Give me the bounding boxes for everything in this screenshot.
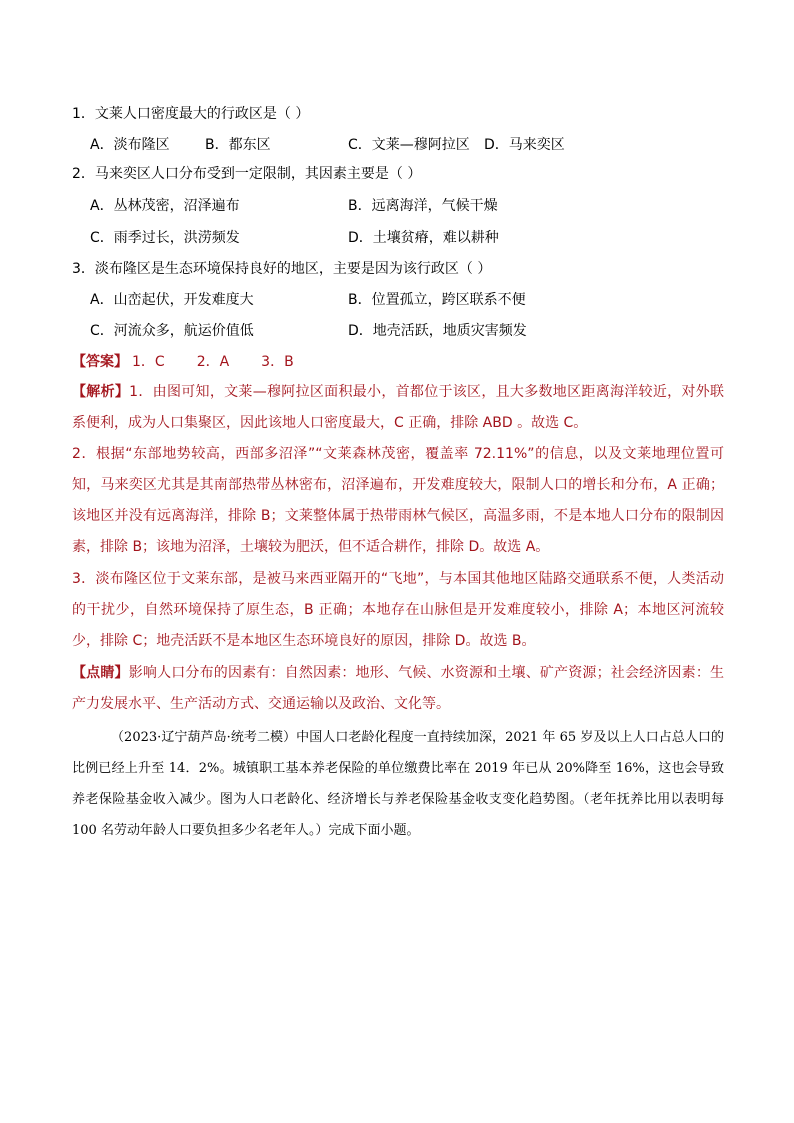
- answer-line: [72, 352, 322, 372]
- question-3-option-b: B．位置孤立，跨区联系不便: [348, 292, 526, 308]
- answer-2: 2．A: [196, 354, 230, 370]
- answer-3: 3．B: [261, 354, 294, 370]
- analysis-tag: 【解析】: [72, 384, 130, 400]
- question-2-option-a: A．丛林茂密，沼泽遍布: [90, 198, 240, 214]
- comment-text: 影响人口分布的因素有：自然因素：地形、气候、水资源和土壤、矿产资源；社会经济因素：生产力发展水平、生产活动方式、交通运输以及政治、文化等。: [72, 665, 725, 712]
- question-3-stem: 3．淡布隆区是生态环境保持良好的地区，主要是因为该行政区（ ）: [72, 261, 492, 277]
- question-1-option-a: A．淡布隆区: [90, 137, 170, 153]
- analysis-paragraph-1: [72, 377, 724, 439]
- comment-tag: 【点睛】: [72, 665, 129, 681]
- analysis-text-1: 1．由图可知，文莱—穆阿拉区面积最小，首都位于该区，且大多数地区距离海洋较近，对外联系便利，成为人口集聚区，因此该地人口密度最大，C 正确，排除 ABD 。故选 C。: [72, 384, 725, 431]
- answer-1: 1．C: [132, 354, 165, 370]
- analysis-paragraph-3: 3．淡布隆区位于文莱东部，是被马来西亚隔开的“飞地”，与本国其他地区陆路交通联系不便，人类活动的干扰少，自然环境保持了原生态，B 正确；本地存在山脉但是开发难度较小，排除 A；本地区河流较少，排除 C；地壳活跃不是本地区生态环境良好的原因，排除 D。故选 B。: [72, 571, 724, 649]
- analysis-paragraph-2: 2．根据“东部地势较高，西部多沼泽”“文莱森林茂密，覆盖率 72.11%”的信息，以及文莱地理位置可知，马来奕区尤其是其南部热带丛林密布，沼泽遍布，开发难度较大，限制人口的增长和分布，A 正确；该地区并没有远离海洋，排除 B；文莱整体属于热带雨林气候区，高温多雨，不是本地人口分布的限制因素，排除 B；该地为沼泽，土壤较为肥沃，但不适合耕作，排除 D。故选 A。: [72, 446, 724, 555]
- question-2-option-c: C．雨季过长，洪涝频发: [90, 230, 240, 246]
- question-group-intro: （2023·辽宁葫芦岛·统考二模）中国人口老龄化程度一直持续加深，2021 年 65 岁及以上人口占总人口的比例已经上升至 14．2%。城镇职工基本养老保险的单位缴费比率在 2019 年已从 20%降至 16%，这也会导致养老保险基金收入减少。图为人口老龄化、经济增长与养老保险基金收支变化趋势图。（老年抚养比用以表明每 100 名劳动年龄人口要负担多少名老年人。）完成下面小题。: [72, 730, 724, 838]
- question-1-stem: 1．文莱人口密度最大的行政区是（ ）: [72, 106, 310, 122]
- question-2-option-b: B．远离海洋，气候干燥: [348, 198, 498, 214]
- answer-tag: 【答案】: [72, 354, 128, 370]
- question-2-stem: 2．马来奕区人口分布受到一定限制，其因素主要是（ ）: [72, 166, 422, 182]
- question-1-option-c: C．文莱—穆阿拉区: [348, 137, 470, 153]
- comment-paragraph: [72, 658, 724, 720]
- question-3-option-c: C．河流众多，航运价值低: [90, 323, 254, 339]
- question-3-option-a: A．山峦起伏，开发难度大: [90, 292, 254, 308]
- question-1-option-b: B．都东区: [205, 137, 271, 153]
- question-2-option-d: D．土壤贫瘠，难以耕种: [348, 230, 499, 246]
- question-3-option-d: D．地壳活跃，地质灾害频发: [348, 323, 527, 339]
- question-1-option-d: D．马来奕区: [484, 137, 565, 153]
